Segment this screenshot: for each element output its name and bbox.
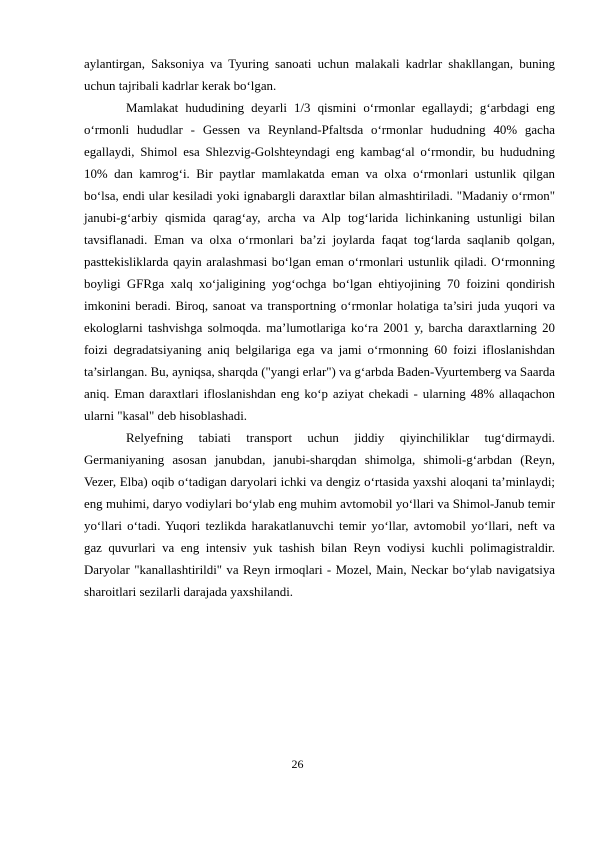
page-number: 26 xyxy=(291,757,304,771)
paragraph-continuation: aylantirgan, Saksoniya va Tyuring sanoati uchun malakali kadrlar shakllangan, buning uchun tajribali kadrlar kerak bo‘lgan. xyxy=(84,57,555,93)
paragraph-transport: Relyefning tabiati transport uchun jiddiy qiyinchiliklar tug‘dirmaydi. Germaniyaning asosan janubdan, janubi-sharqdan shimolga, shimoli-g‘arbdan (Reyn, Vezer, Elba) oqib o‘tadigan daryolari ichki va dengiz o‘rtasida yaxshi aloqani ta’minlaydi; eng muhimi, daryo vodiylari bo‘ylab eng muhim avtomobil yo‘llari va Shimol-Janub temir yo‘llari o‘tadi. Yuqori tezlikda harakatlanuvchi temir yo‘llar, avtomobil yo‘llari, neft va gaz quvurlari va eng intensiv yuk tashish bilan Reyn vodiysi kuchli polimagistraldir. Daryolar "kanallashtirildi" va Reyn irmoqlari - Mozel, Main, Neckar bo‘ylab navigatsiya sharoitlari sezilarli darajada yaxshilandi. xyxy=(84,431,555,599)
body-text xyxy=(84,53,555,603)
paragraph-forests: Mamlakat hududining deyarli 1/3 qismini o‘rmonlar egallaydi; g‘arbdagi eng o‘rmonli hududlar - Gessen va Reynland-Pfaltsda o‘rmonlar hududning 40% gacha egallaydi, Shimol esa Shlezvig-Golshteyndagi eng kambag‘al o‘rmondir, bu hududning 10% dan kamrog‘i. Bir paytlar mamlakatda eman va olxa o‘rmonlari ustunlik qilgan bo‘lsa, endi ular kesiladi yoki ignabargli daraxtlar bilan almashtiriladi. "Madaniy o‘rmon" janubi-g‘arbiy qismida qarag‘ay, archa va Alp tog‘larida lichinkaning ustunligi bilan tavsiflanadi. Eman va olxa o‘rmonlari ba’zi joylarda faqat tog‘larda saqlanib qolgan, pasttekisliklarda qayin aralashmasi bo‘lgan eman o‘rmonlari ustunlik qiladi. O‘rmonning boyligi GFRga xalq xo‘jaligining yog‘ochga bo‘lgan ehtiyojining 70 foizini qondirish imkonini beradi. Biroq, sanoat va transportning o‘rmonlar holatiga ta’siri juda yuqori va ekologlarni tashvishga solmoqda. ma’lumotlariga ko‘ra 2001 y, barcha daraxtlarning 20 foizi degradatsiyaning aniq belgilariga ega va jami o‘rmonning 60 foizi ifloslanishdan ta’sirlangan. Bu, ayniqsa, sharqda ("yangi erlar") va g‘arbda Baden-Vyurtemberg va Saarda aniq. Eman daraxtlari ifloslanishdan eng ko‘p aziyat chekadi - ularning 48% allaqachon ularni "kasal" deb hisoblashadi. xyxy=(84,101,555,423)
